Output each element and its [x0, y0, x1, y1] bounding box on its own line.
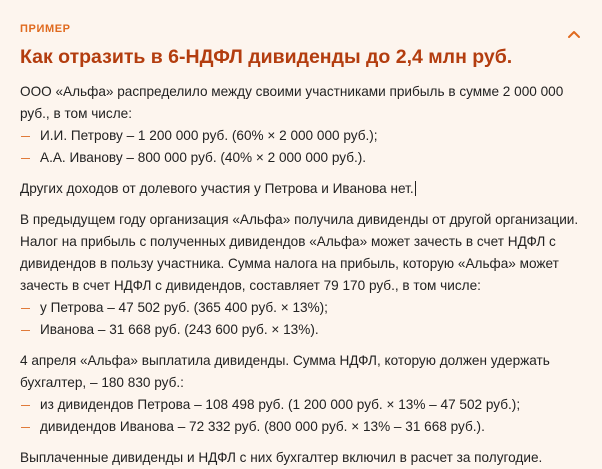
example-body [20, 81, 582, 469]
chevron-up-icon[interactable] [566, 26, 582, 42]
list-item: И.И. Петрову – 1 200 000 руб. (60% × 2 000 000 руб.); [20, 125, 582, 147]
paragraph-tax-credit: В предыдущем году организация «Альфа» получила дивиденды от другой организации. Налог на прибыль с полученных дивидендов «Альфа» может зачесть в счет НДФЛ с дивидендов в пользу участника. Сумма налога на прибыль, которую «Альфа» может зачесть в счет НДФЛ с дивидендов, составляет 79 170 руб., в том числе: [20, 212, 579, 293]
paragraph-other-income-text: Других доходов от долевого участия у Петрова и Иванова нет. [20, 181, 414, 196]
list-credit [20, 297, 582, 341]
example-title: Как отразить в 6-НДФЛ дивиденды до 2,4 млн руб. [20, 46, 513, 68]
paragraph-payment: 4 апреля «Альфа» выплатила дивиденды. Сумма НДФЛ, которую должен удержать бухгалтер, – 180 830 руб.: [20, 353, 550, 390]
list-distribution [20, 125, 582, 169]
list-item: А.А. Иванову – 800 000 руб. (40% × 2 000 000 руб.). [20, 147, 582, 169]
paragraph-conclusion: Выплаченные дивиденды и НДФЛ с них бухгалтер включил в расчет за полугодие. [20, 450, 543, 465]
example-tag: ПРИМЕР [20, 23, 71, 35]
list-item: Иванова – 31 668 руб. (243 600 руб. × 13%). [20, 319, 582, 341]
text-cursor [415, 181, 416, 196]
list-withholding [20, 394, 582, 438]
list-item: у Петрова – 47 502 руб. (365 400 руб. × 13%); [20, 297, 582, 319]
paragraph-other-income [20, 178, 582, 200]
list-item: дивидендов Иванова – 72 332 руб. (800 000 руб. × 13% – 31 668 руб.). [20, 416, 582, 438]
list-item: из дивидендов Петрова – 108 498 руб. (1 200 000 руб. × 13% – 47 502 руб.); [20, 394, 582, 416]
paragraph-intro: ООО «Альфа» распределило между своими участниками прибыль в сумме 2 000 000 руб., в том числе: [20, 84, 564, 121]
